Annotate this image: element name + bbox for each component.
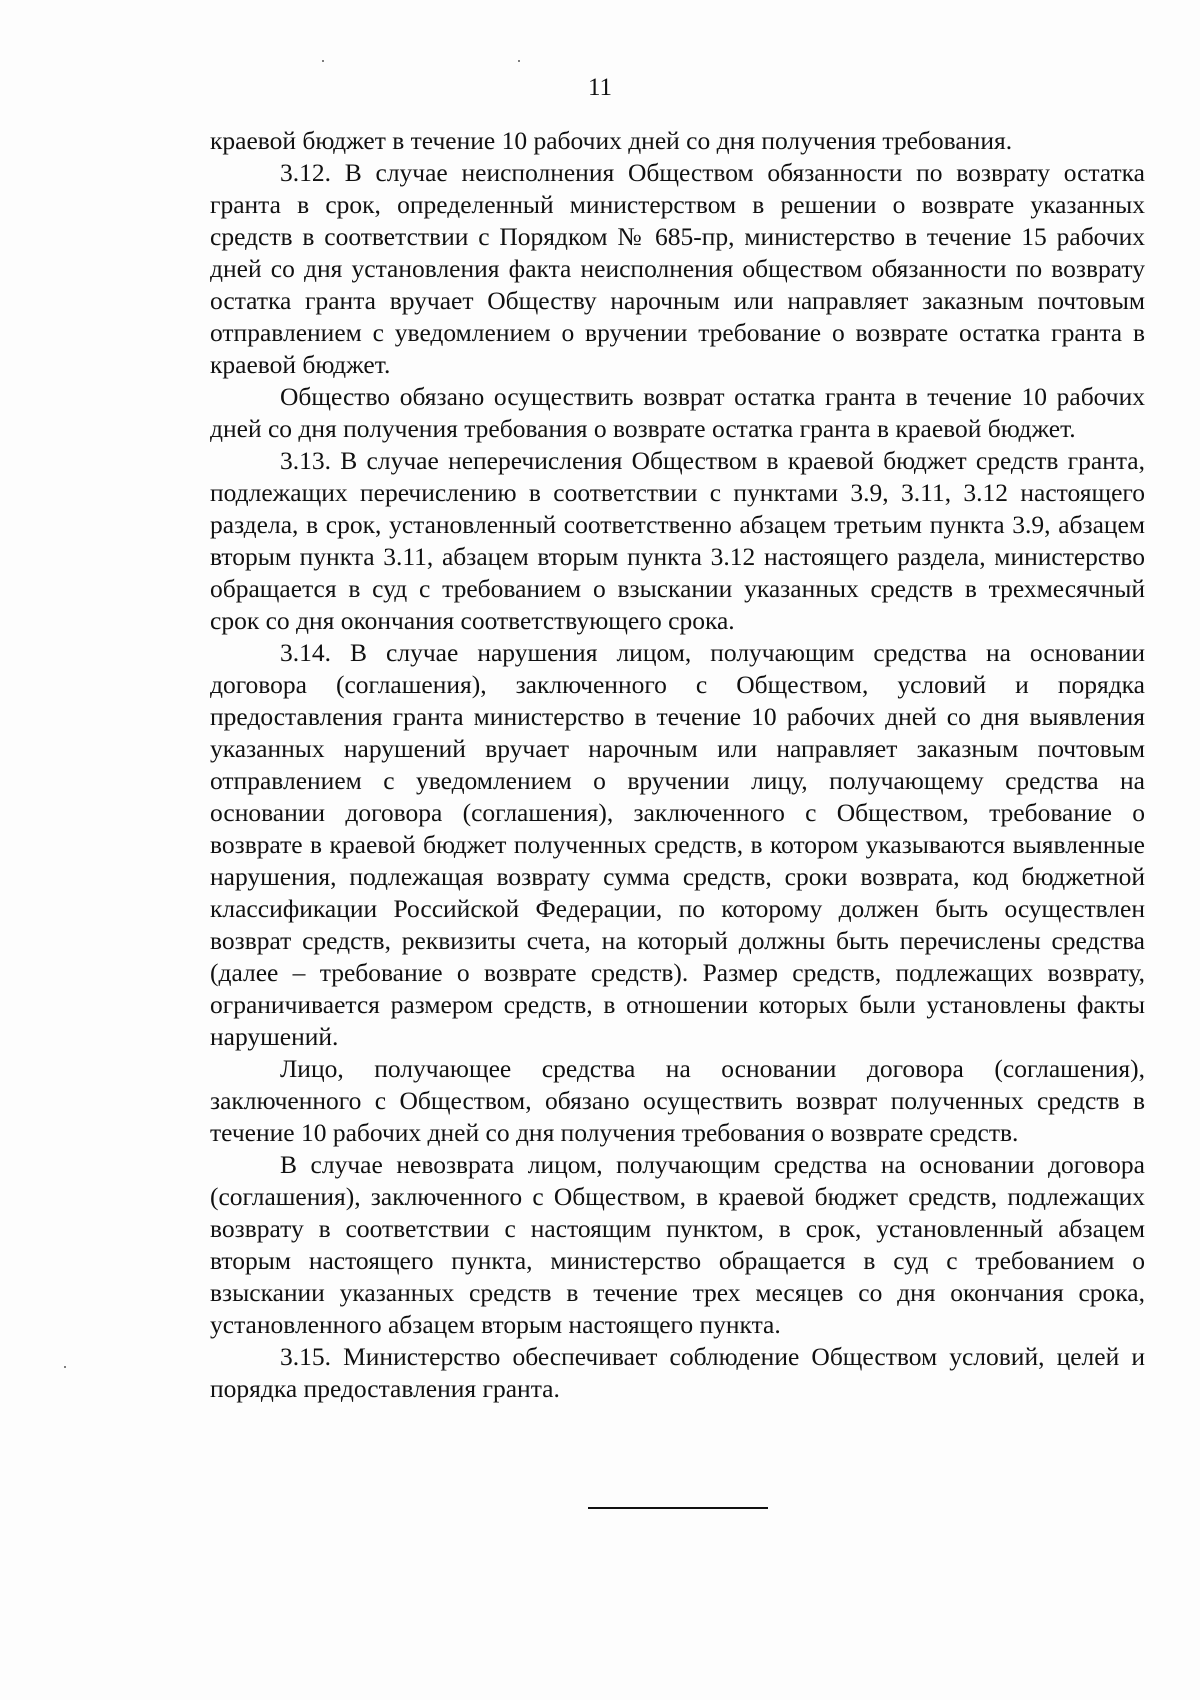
- paragraph: краевой бюджет в течение 10 рабочих дней со дня получения требования.: [210, 126, 1013, 155]
- closing-rule: [588, 1507, 768, 1509]
- paragraph: Общество обязано осуществить возврат остатка гранта в течение 10 рабочих дней со дня получения требования о возврате остатка гранта в краевой бюджет.: [210, 382, 1145, 443]
- scan-speck: [64, 1366, 66, 1368]
- page-number: 11: [587, 74, 613, 101]
- scan-speck: [322, 60, 324, 62]
- scan-speck: [518, 60, 520, 62]
- paragraph: Лицо, получающее средства на основании договора (соглашения), заключенного с Обществом, обязано осуществить возврат полученных средств в течение 10 рабочих дней со дня получения требования о возврате средств.: [210, 1054, 1145, 1147]
- paragraph: В случае невозврата лицом, получающим средства на основании договора (соглашения), заключенного с Обществом, в краевой бюджет средств, подлежащих возврату в соответствии с настоящим пунктом, в срок, установленный абзацем вторым настоящего пункта, министерство обращается в суд с требованием о взыскании указанных средств в течение трех месяцев со дня окончания срока, установленного абзацем вторым настоящего пункта.: [210, 1150, 1145, 1339]
- paragraph: 3.15. Министерство обеспечивает соблюдение Обществом условий, целей и порядка предоставления гранта.: [210, 1342, 1145, 1403]
- paragraph: 3.12. В случае неисполнения Обществом обязанности по возврату остатка гранта в срок, определенный министерством в решении о возврате указанных средств в соответствии с Порядком № 685-пр, министерство в течение 15 рабочих дней со дня установления факта неисполнения обществом обязанности по возврату остатка гранта вручает Обществу нарочным или направляет заказным почтовым отправлением с уведомлением о вручении требование о возврате остатка гранта в краевой бюджет.: [210, 158, 1145, 379]
- document-body: [210, 125, 1145, 1405]
- paragraph: 3.13. В случае неперечисления Обществом в краевой бюджет средств гранта, подлежащих перечислению в соответствии с пунктами 3.9, 3.11, 3.12 настоящего раздела, в срок, установленный соответственно абзацем третьим пункта 3.9, абзацем вторым пункта 3.11, абзацем вторым пункта 3.12 настоящего раздела, министерство обращается в суд с требованием о взыскании указанных средств в трехмесячный срок со дня окончания соответствующего срока.: [210, 446, 1145, 635]
- paragraph: 3.14. В случае нарушения лицом, получающим средства на основании договора (соглашения), заключенного с Обществом, условий и порядка предоставления гранта министерство в течение 10 рабочих дней со дня выявления указанных нарушений вручает нарочным или направляет заказным почтовым отправлением с уведомлением о вручении лицу, получающему средства на основании договора (соглашения), заключенного с Обществом, требование о возврате в краевой бюджет полученных средств, в котором указываются выявленные нарушения, подлежащая возврату сумма средств, сроки возврата, код бюджетной классификации Российской Федерации, по которому должен быть осуществлен возврат средств, реквизиты счета, на который должны быть перечислены средства (далее – требование о возврате средств). Размер средств, подлежащих возврату, ограничивается размером средств, в отношении которых были установлены факты нарушений.: [210, 638, 1145, 1051]
